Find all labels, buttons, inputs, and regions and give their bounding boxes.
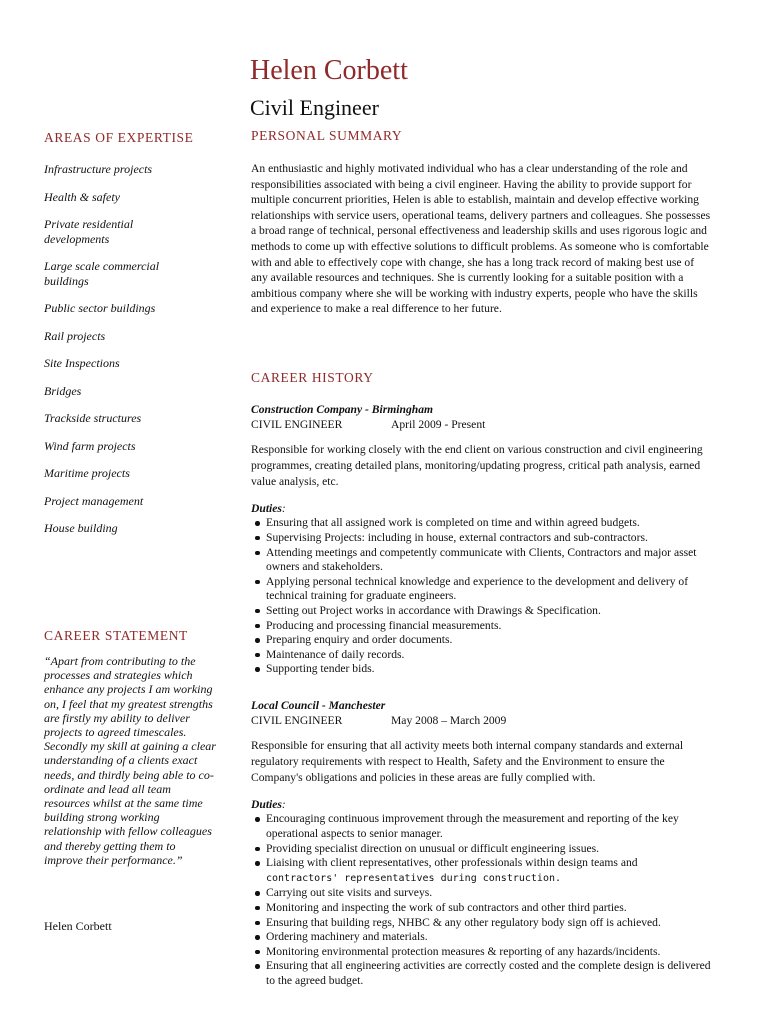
list-item: Site Inspections bbox=[44, 356, 120, 370]
list-item: Applying personal technical knowledge and experience to the development and delivery of technical training for graduate engineers. bbox=[251, 575, 711, 604]
duties-label: Duties: bbox=[251, 798, 286, 812]
list-item: Providing specialist direction on unusual or difficult engineering issues. bbox=[251, 842, 711, 857]
list-item: Large scale commercial buildings bbox=[44, 259, 160, 288]
duties-list bbox=[251, 812, 711, 988]
job-dates: April 2009 - Present bbox=[391, 418, 486, 432]
list-item: House building bbox=[44, 521, 118, 535]
duties-list bbox=[251, 516, 711, 677]
career-statement-heading: CAREER STATEMENT bbox=[44, 628, 188, 643]
list-item: Ordering machinery and materials. bbox=[251, 930, 711, 945]
list-item: Ensuring that building regs, NHBC & any other regulatory body sign off is achieved. bbox=[251, 916, 711, 931]
career-history-heading: CAREER HISTORY bbox=[251, 370, 374, 385]
list-item: Carrying out site visits and surveys. bbox=[251, 886, 711, 901]
list-item: Project management bbox=[44, 493, 144, 508]
list-item: Monitoring environmental protection measures & reporting of any hazards/incidents. bbox=[251, 945, 711, 960]
list-item: Preparing enquiry and order documents. bbox=[251, 633, 711, 648]
list-item: Ensuring that all engineering activities are correctly costed and the complete design is delivered to the agreed budget. bbox=[251, 959, 711, 988]
list-item: Private residential developments bbox=[44, 217, 134, 246]
candidate-role: Civil Engineer bbox=[250, 95, 379, 120]
expertise-list bbox=[44, 162, 214, 549]
expertise-heading: AREAS OF EXPERTISE bbox=[44, 130, 194, 145]
list-item: Trackside structures bbox=[44, 411, 142, 425]
company-name: Local Council - Manchester bbox=[251, 699, 386, 712]
job-entry bbox=[251, 402, 711, 677]
signature-name: Helen Corbett bbox=[44, 919, 112, 933]
list-item: Bridges bbox=[44, 383, 82, 398]
list-item: Maritime projects bbox=[44, 466, 130, 480]
list-item: Ensuring that all assigned work is completed on time and within agreed budgets. bbox=[251, 516, 711, 531]
list-item: Supporting tender bids. bbox=[251, 662, 711, 677]
list-item: Health & safety bbox=[44, 189, 120, 204]
summary-text: An enthusiastic and highly motivated individual who has a clear understanding of the role and responsibilities associated with being a civil engineer. Having the ability to provide support for multiple concurrent priorities, Helen is able to establish, maintain and develop effective working relationships with service users, operational teams, delivery partners and colleagues. She possesses a broad range of technical, personal effectiveness and leadership skills and uses rigorous logic and methods to come up with effective solutions to difficult problems. As someone who is comfortable with and able to effectively cope with change, she has a long track record of making best use of any available resources and techniques. She is currently looking for a suitable position with a ambitious company where she will be working with industry experts, people who have the skills and experience to make a real difference to her future. bbox=[251, 162, 711, 316]
list-item: Public sector buildings bbox=[44, 301, 156, 315]
job-title: CIVIL ENGINEER bbox=[251, 714, 343, 728]
career-statement: “Apart from contributing to the processes and strategies which enhance any projects I am working on, I feel that my greatest strengths are firstly my ability to deliver projects to agreed timescales. Secondly my skill at gaining a clear understanding of a clients exact needs, and thirdly being able to co-ordinate and lead all team resources whilst at the same time building strong working relationship with fellow colleagues and thereby getting them to improve their performance.” bbox=[44, 654, 216, 867]
list-item: Liaising with client representatives, other professionals within design teams and contractors' representatives during construction. bbox=[251, 856, 711, 886]
summary-heading: PERSONAL SUMMARY bbox=[251, 128, 403, 143]
list-item: Encouraging continuous improvement through the measurement and reporting of the key operational aspects to senior manager. bbox=[251, 812, 711, 841]
list-item: Supervising Projects: including in house, external contractors and sub-contractors. bbox=[251, 531, 711, 546]
job-title: CIVIL ENGINEER bbox=[251, 418, 343, 432]
job-entry bbox=[251, 698, 711, 989]
list-item: Producing and processing financial measurements. bbox=[251, 619, 711, 634]
job-dates: May 2008 – March 2009 bbox=[391, 714, 507, 728]
duties-label: Duties: bbox=[251, 502, 286, 516]
job-description: Responsible for working closely with the end client on various construction and civil engineering programmes, creating detailed plans, monitoring/updating progress, critical path analysis, earned value analysis, etc. bbox=[251, 443, 703, 488]
list-item: Attending meetings and competently communicate with Clients, Contractors and major asset owners and stakeholders. bbox=[251, 546, 711, 575]
list-item: Rail projects bbox=[44, 328, 106, 343]
candidate-name: Helen Corbett bbox=[250, 55, 408, 86]
list-item: Monitoring and inspecting the work of sub contractors and other third parties. bbox=[251, 901, 711, 916]
job-description: Responsible for ensuring that all activity meets both internal company standards and external regulatory requirements with respect to Health, Safety and the Environment to ensure the Company's obligations and policies in these areas are fully complied with. bbox=[251, 739, 684, 784]
company-name: Construction Company - Birmingham bbox=[251, 403, 434, 416]
list-item: Infrastructure projects bbox=[44, 162, 153, 176]
list-item: Wind farm projects bbox=[44, 438, 136, 453]
list-item: Maintenance of daily records. bbox=[251, 648, 711, 663]
duty-continuation: contractors' representatives during construction. bbox=[266, 872, 562, 884]
list-item: Setting out Project works in accordance with Drawings & Specification. bbox=[251, 604, 711, 619]
